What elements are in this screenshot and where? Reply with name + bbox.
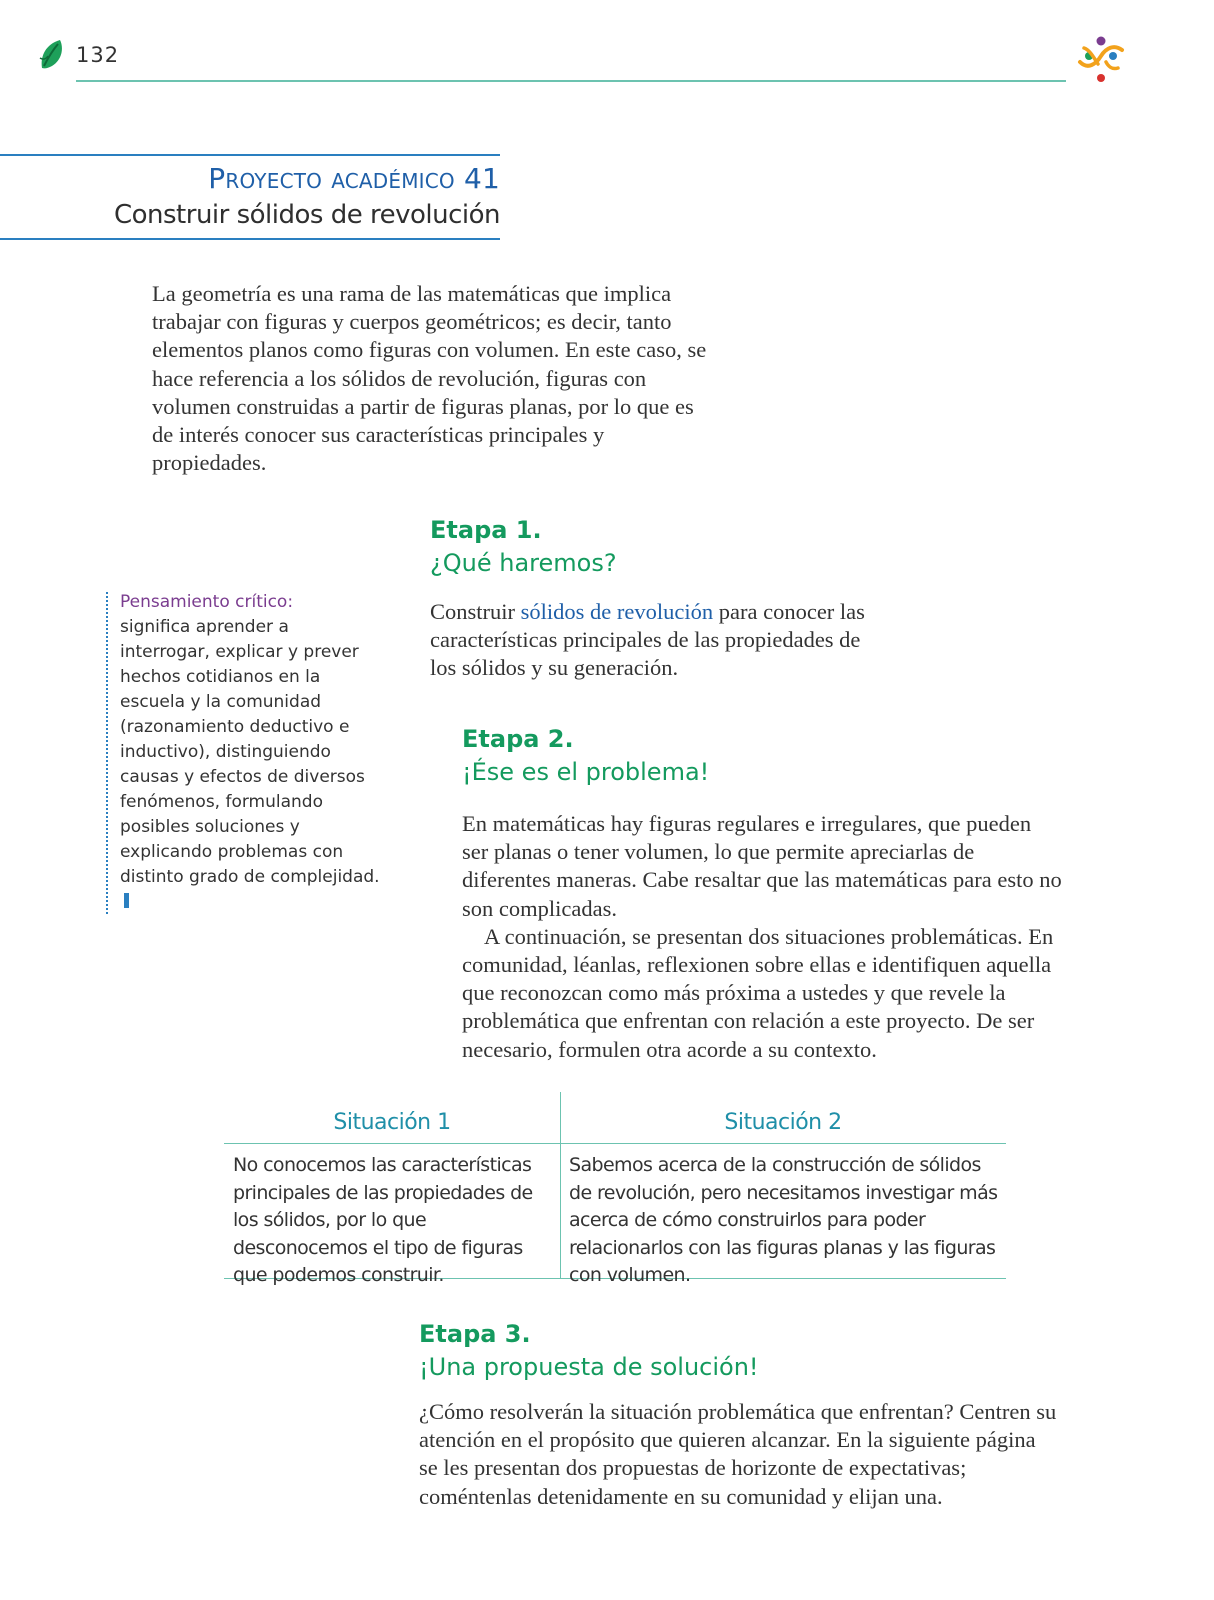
side-note — [120, 590, 380, 915]
etapa-3-label: Etapa 3. — [419, 1320, 531, 1348]
situation-2-text: Sabemos acerca de la construcción de sólidos de revolución, pero necesitamos investigar más acerca de cómo construirlos para poder relacionarlos con las figuras planas y las figuras con volumen. — [569, 1154, 998, 1286]
solidos-link[interactable]: sólidos de revolución — [520, 599, 714, 624]
situation-1-heading: Situación 1 — [333, 1110, 451, 1135]
etapa-3-heading — [419, 1318, 759, 1384]
colorful-figures-logo — [1074, 34, 1128, 88]
etapa-2-title: ¡Ése es el problema! — [462, 758, 710, 786]
side-note-definition: significa aprender a interrogar, explicar y prever hechos cotidianos en la escuela y la comunidad (razonamiento deductivo e inductivo), distinguiendo causas y efectos de diversos fenómenos, formulando posibles soluciones y explicando problemas con distinto grado de complejidad. — [120, 617, 380, 887]
etapa-3-body: ¿Cómo resolverán la situación problemática que enfrentan? Centren su atención en el propósito que quieren alcanzar. En la siguiente página se les presentan dos propuestas de horizonte de expectativas; coméntenlas detenidamente en su comunidad y elijan una. — [419, 1399, 1057, 1509]
project-subtitle: Construir sólidos de revolución — [113, 200, 500, 230]
situation-1-text: No conocemos las características principales de las propiedades de los sólidos, por lo que desconocemos el tipo de figuras que podemos construir. — [233, 1154, 533, 1286]
side-note-term: Pensamiento crítico: — [120, 592, 294, 612]
side-note-rule — [106, 592, 108, 914]
etapa-2-heading — [462, 723, 709, 789]
title-top-rule — [0, 154, 500, 156]
etapa-1-heading — [430, 514, 617, 580]
intro-paragraph: La geometría es una rama de las matemáticas que implica trabajar con figuras y cuerpos geométricos; es decir, tanto elementos planos como figuras con volumen. En este caso, se hace referencia a los sólidos de revolución, figuras con volumen construidas a partir de figuras planas, por lo que es de interés conocer sus características principales y propiedades. — [152, 281, 707, 476]
etapa-1-body-after: para conocer las características principales de las propiedades de los sólidos y su generación. — [430, 599, 865, 681]
etapa-1-label: Etapa 1. — [430, 516, 542, 544]
green-leaf-icon — [38, 38, 68, 72]
etapa-3-title: ¡Una propuesta de solución! — [419, 1353, 759, 1381]
title-bottom-rule — [0, 238, 500, 240]
table-header-rule — [224, 1143, 1006, 1144]
project-title: Proyecto académico 41 — [208, 162, 500, 195]
etapa-1-body — [430, 598, 890, 683]
etapa-2-body — [462, 810, 1062, 1064]
situation-2-heading: Situación 2 — [724, 1110, 842, 1135]
etapa-1-body-before: Construir — [430, 599, 521, 624]
header-rule — [76, 80, 1066, 82]
page-number: 132 — [76, 43, 120, 67]
etapa-2-label: Etapa 2. — [462, 725, 574, 753]
etapa-2-paragraph-1: En matemáticas hay figuras regulares e irregulares, que pueden ser planas o tener volumen, lo que permite apreciarlas de diferentes maneras. Cabe resaltar que las matemáticas para esto no son complicadas. — [462, 811, 1062, 921]
etapa-1-title: ¿Qué haremos? — [430, 549, 617, 577]
end-mark — [124, 893, 129, 908]
etapa-2-paragraph-2: A continuación, se presentan dos situaciones problemáticas. En comunidad, léanlas, reflexionen sobre ellas e identifiquen aquella que reconozcan como más próxima a ustedes y que revele la problemática que enfrentan con relación a este proyecto. De ser necesario, formulen otra acorde a su contexto. — [462, 923, 1054, 1062]
